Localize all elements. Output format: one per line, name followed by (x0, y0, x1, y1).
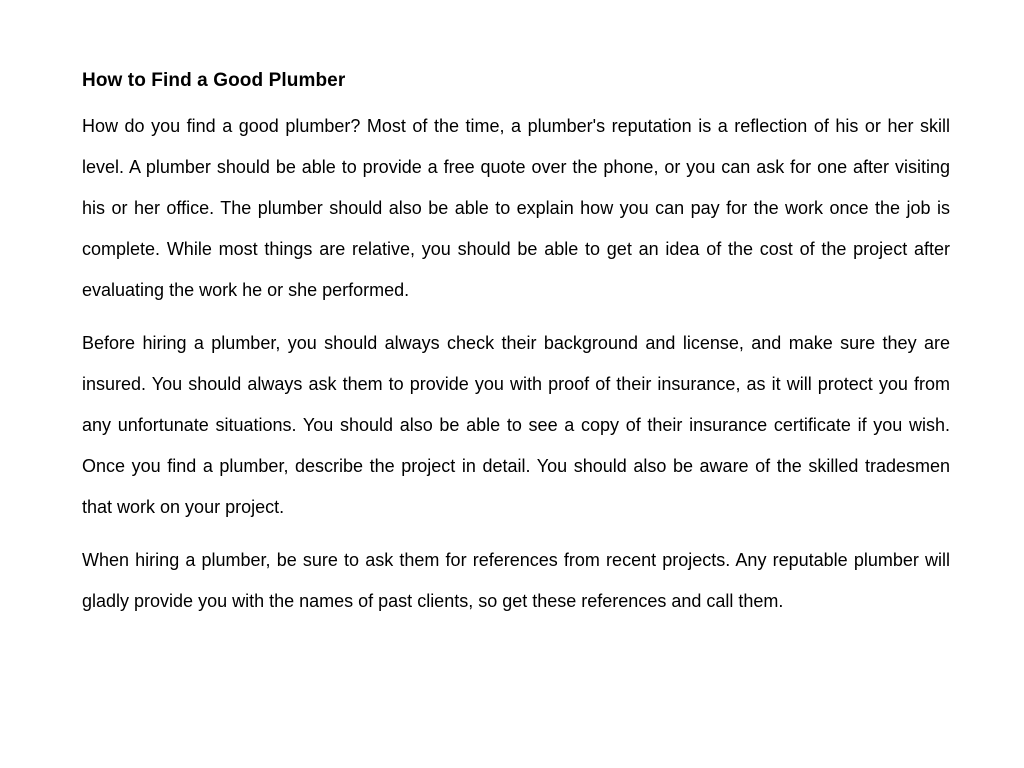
paragraph-1: How do you find a good plumber? Most of the time, a plumber's reputation is a reflection of his or her skill level. A plumber should be able to provide a free quote over the phone, or you can ask for one after visiting his or her office. The plumber should also be able to explain how you can pay for the work once the job is complete. While most things are relative, you should be able to get an idea of the cost of the project after evaluating the work he or she performed. (82, 116, 950, 300)
paragraph-2: Before hiring a plumber, you should always check their background and license, and make sure they are insured. You should always ask them to provide you with proof of their insurance, as it will protect you from any unfortunate situations. You should also be able to see a copy of their insurance certificate if you wish. Once you find a plumber, describe the project in detail. You should also be aware of the skilled tradesmen that work on your project. (82, 333, 950, 517)
page-title: How to Find a Good Plumber (82, 70, 346, 91)
paragraph-3: When hiring a plumber, be sure to ask them for references from recent projects. Any reputable plumber will gladly provide you with the names of past clients, so get these references and call them. (82, 550, 950, 611)
document-page (82, 64, 950, 622)
